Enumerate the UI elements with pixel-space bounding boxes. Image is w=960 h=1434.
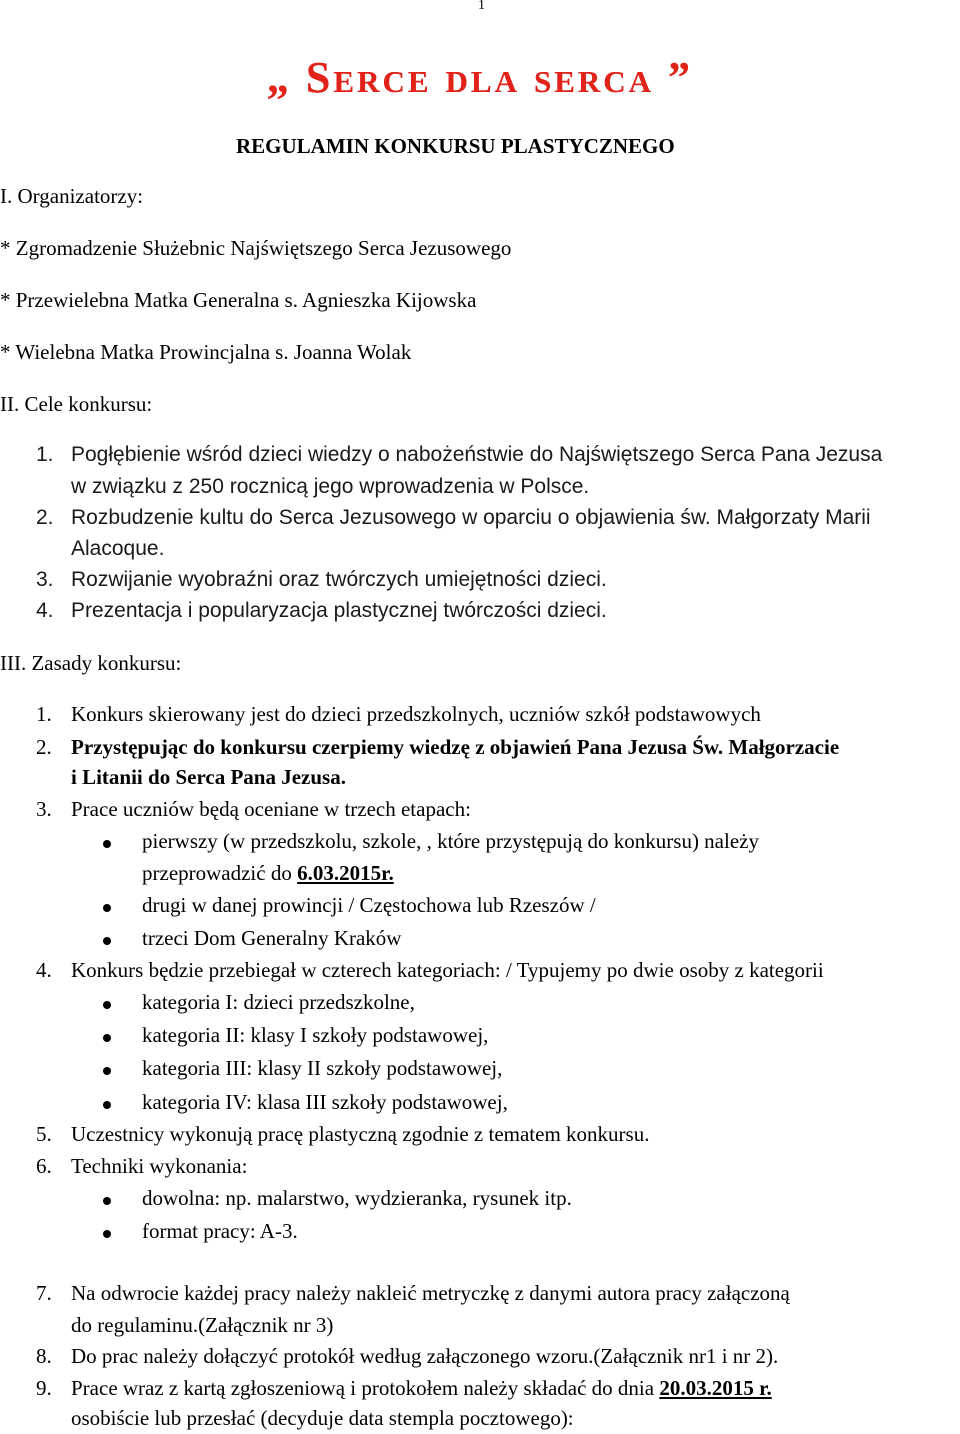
rule-number: 8. [36,1344,52,1368]
goals-heading: II. Cele konkursu: [0,392,153,416]
rule-number: 4. [36,958,52,982]
bullet-text-part: przeprowadzić do [142,861,298,885]
rule-number: 9. [36,1376,52,1400]
bullet-text [142,861,394,886]
rule-text [71,1376,772,1401]
bullet-text: dowolna: np. malarstwo, wydzieranka, rysunek itp. [142,1186,572,1210]
bullet-text: kategoria II: klasy I szkoły podstawowej, [142,1023,489,1047]
bullet-icon [103,1034,111,1042]
bullet-icon [103,1101,111,1109]
rule-text: Konkurs skierowany jest do dzieci przedszkolnych, uczniów szkół podstawowych [71,702,761,726]
goal-text: Rozwijanie wyobraźni oraz twórczych umiejętności dzieci. [71,568,607,591]
rule-text: Przystępując do konkursu czerpiemy wiedzę z objawień Pana Jezusa Św. Małgorzacie [71,735,840,759]
bullet-text: kategoria IV: klasa III szkoły podstawowej, [142,1090,508,1114]
bullet-text: trzeci Dom Generalny Kraków [142,926,402,950]
rule-text: do regulaminu.(Załącznik nr 3) [71,1313,334,1337]
page-number: 1 [478,0,485,13]
deadline-date: 20.03.2015 r. [659,1376,772,1400]
goal-number: 2. [36,506,54,529]
rule-text: Uczestnicy wykonują pracę plastyczną zgodnie z tematem konkursu. [71,1122,650,1146]
rule-number: 3. [36,797,52,821]
bullet-icon [103,1230,111,1238]
bullet-icon [103,937,111,945]
goal-text: Alacoque. [71,537,165,560]
rule-number: 5. [36,1122,52,1146]
goal-number: 1. [36,443,54,466]
rules-heading: III. Zasady konkursu: [0,651,182,675]
rule-text-part: Prace wraz z kartą zgłoszeniową i protokołem należy składać do dnia [71,1376,660,1400]
bullet-icon [103,1197,111,1205]
organizer-item: * Zgromadzenie Służebnic Najświętszego Serca Jezusowego [0,236,512,260]
bullet-text: kategoria I: dzieci przedszkolne, [142,990,415,1014]
document-subtitle: REGULAMIN KONKURSU PLASTYCZNEGO [236,134,675,158]
rule-number: 7. [36,1281,52,1305]
goal-number: 4. [36,599,54,622]
bullet-icon [103,1067,111,1075]
rule-text: Do prac należy dołączyć protokół według załączonego wzoru.(Załącznik nr1 i nr 2). [71,1344,779,1368]
document-title: „ Serce dla serca ” [266,53,694,102]
bullet-text: format pracy: A-3. [142,1219,298,1243]
rule-text: osobiście lub przesłać (decyduje data stempla pocztowego): [71,1406,574,1430]
rule-text: i Litanii do Serca Pana Jezusa. [71,765,346,789]
rule-number: 6. [36,1154,52,1178]
goal-text: w związku z 250 rocznicą jego wprowadzenia w Polsce. [71,475,590,498]
bullet-text: drugi w danej prowincji / Częstochowa lub Rzeszów / [142,893,596,917]
organizer-item: * Wielebna Matka Prowincjalna s. Joanna Wolak [0,340,412,364]
goal-number: 3. [36,568,54,591]
bullet-icon [103,840,111,848]
rule-text: Prace uczniów będą oceniane w trzech etapach: [71,797,471,821]
rule-text: Konkurs będzie przebiegał w czterech kategoriach: / Typujemy po dwie osoby z kategorii [71,958,824,982]
goal-text: Prezentacja i popularyzacja plastycznej twórczości dzieci. [71,599,607,622]
goal-text: Pogłębienie wśród dzieci wiedzy o nabożeństwie do Najświętszego Serca Pana Jezusa [71,443,883,466]
rule-text: Techniki wykonania: [71,1154,248,1178]
bullet-icon [103,1001,111,1009]
rule-number: 1. [36,702,52,726]
bullet-text: pierwszy (w przedszkolu, szkole, , które przystępują do konkursu) należy [142,829,759,853]
bullet-icon [103,904,111,912]
rule-number: 2. [36,735,52,759]
organizers-heading: I. Organizatorzy: [0,184,144,208]
goal-text: Rozbudzenie kultu do Serca Jezusowego w oparciu o objawienia św. Małgorzaty Marii [71,506,871,529]
rule-text: Na odwrocie każdej pracy należy nakleić metryczkę z danymi autora pracy załączoną [71,1281,790,1305]
stage-one-date: 6.03.2015r. [297,861,394,885]
bullet-text: kategoria III: klasy II szkoły podstawowej, [142,1056,503,1080]
organizer-item: * Przewielebna Matka Generalna s. Agnieszka Kijowska [0,288,477,312]
